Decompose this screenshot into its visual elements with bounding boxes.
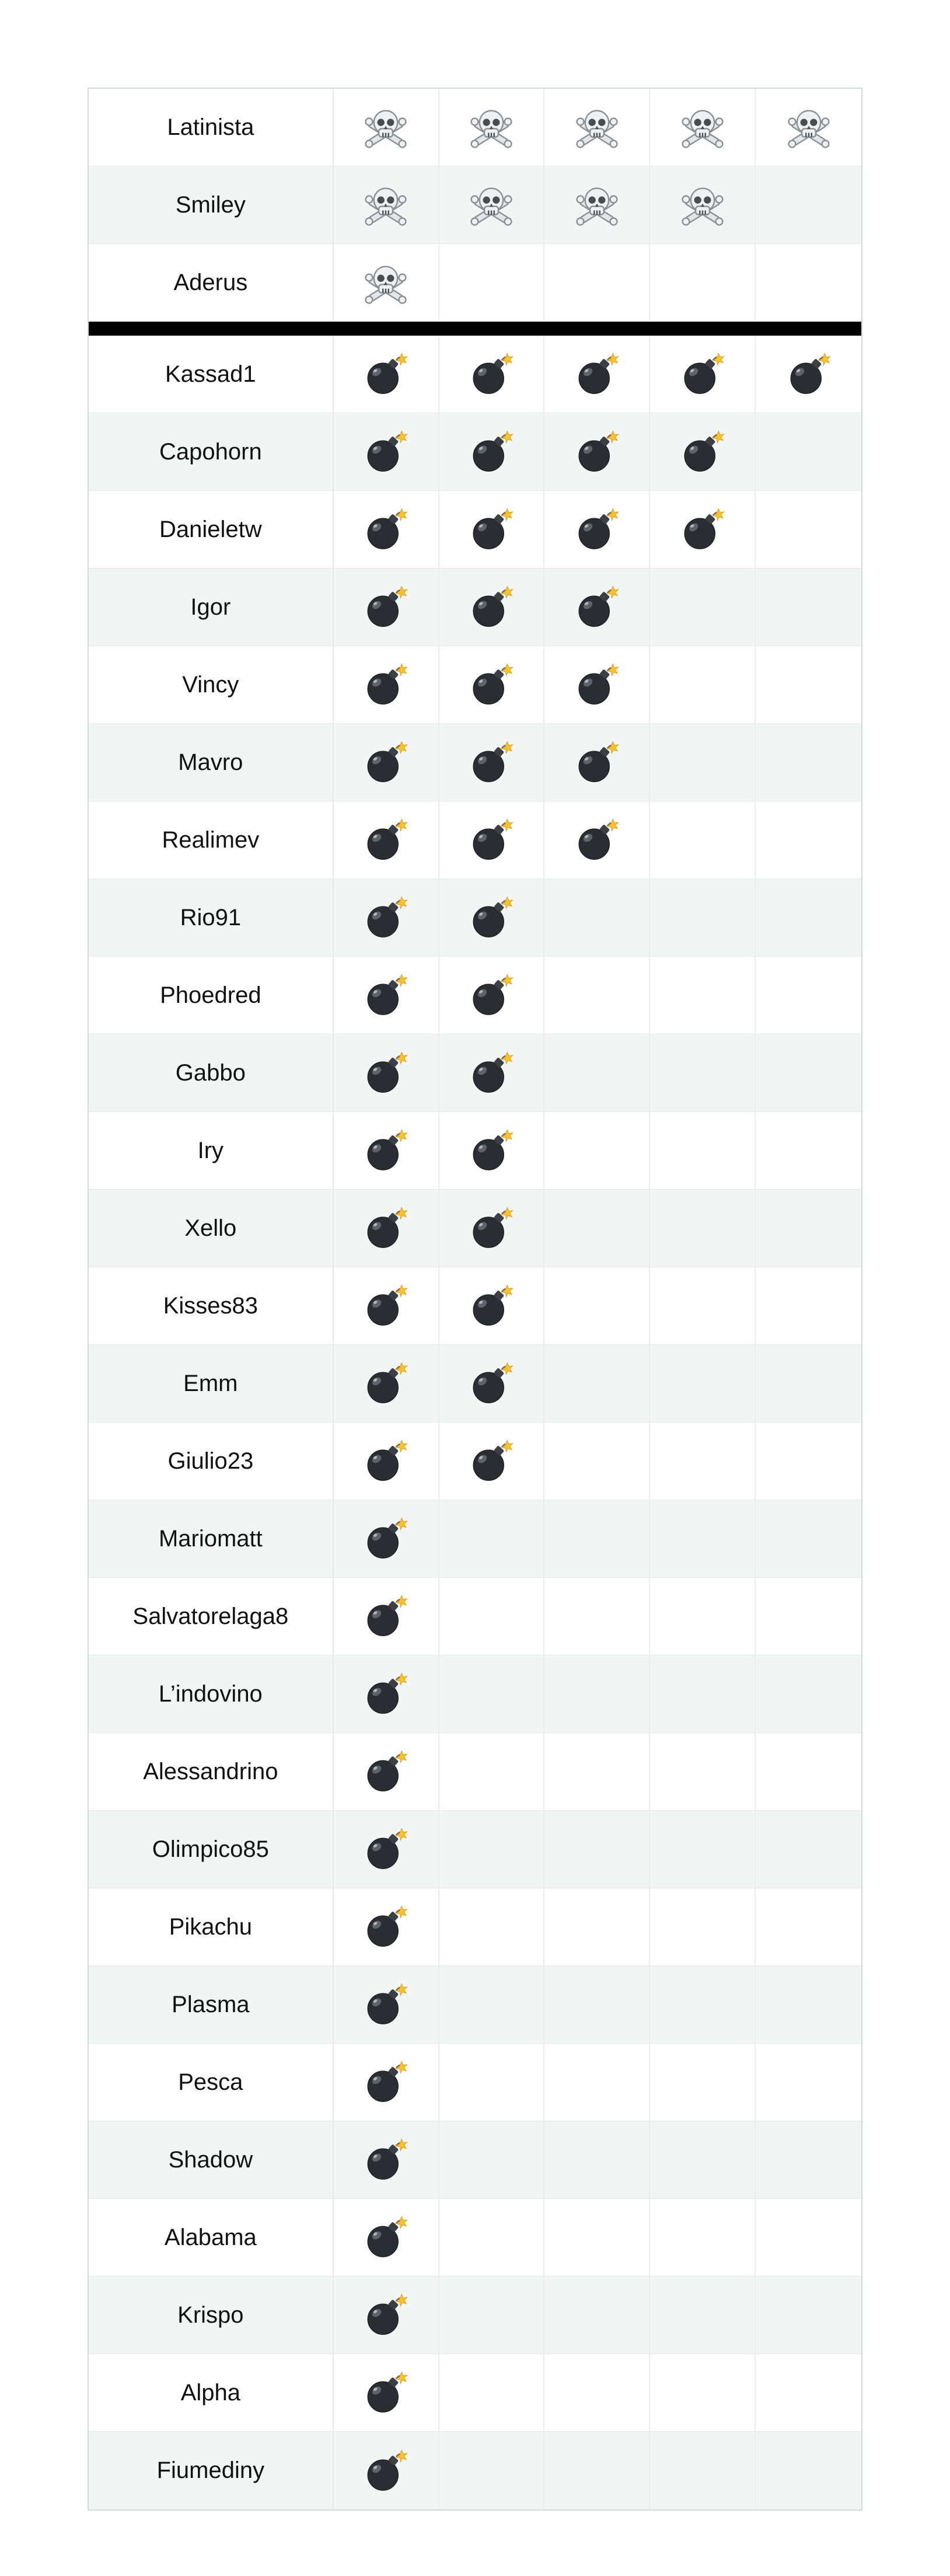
player-name: Pikachu	[89, 1888, 334, 1965]
player-row	[89, 957, 861, 1034]
mark-cell	[756, 413, 861, 490]
skull-crossbones-icon	[575, 183, 619, 227]
mark-cell	[334, 1345, 439, 1422]
player-row	[89, 2199, 861, 2277]
skull-section	[89, 89, 861, 322]
mark-cell	[650, 336, 756, 413]
bomb-icon	[469, 1206, 514, 1250]
bomb-icon	[575, 352, 619, 396]
mark-cell	[544, 1966, 650, 2043]
player-row	[89, 1267, 861, 1345]
mark-cell	[334, 1034, 439, 1111]
bomb-icon	[575, 585, 619, 629]
mark-cell	[756, 2277, 861, 2354]
mark-cell	[334, 2121, 439, 2198]
mark-cell	[650, 724, 756, 801]
bomb-icon	[364, 2449, 408, 2493]
player-row	[89, 1578, 861, 1655]
mark-cell	[439, 801, 545, 879]
mark-cell	[756, 1112, 861, 1189]
mark-cell	[334, 2432, 439, 2509]
mark-cell	[334, 2277, 439, 2354]
mark-cell	[650, 1500, 756, 1577]
bomb-icon	[364, 1672, 408, 1716]
bomb-icon	[469, 1439, 514, 1483]
mark-cell	[650, 2199, 756, 2276]
mark-cell	[544, 336, 650, 413]
mark-cell	[756, 646, 861, 723]
mark-cell	[439, 1423, 545, 1500]
bomb-icon	[364, 430, 408, 474]
mark-cell	[334, 879, 439, 956]
mark-cell	[544, 1888, 650, 1965]
mark-cell	[439, 1578, 545, 1655]
mark-cell	[650, 2354, 756, 2431]
mark-cell	[334, 413, 439, 490]
player-name: Gabbo	[89, 1034, 334, 1111]
skull-crossbones-icon	[364, 105, 408, 149]
bomb-icon	[469, 352, 514, 396]
mark-cell	[756, 1500, 861, 1577]
player-row	[89, 1500, 861, 1578]
player-row	[89, 569, 861, 646]
player-row	[89, 2044, 861, 2121]
player-name: Realimev	[89, 801, 334, 879]
mark-cell	[439, 646, 545, 723]
mark-cell	[756, 491, 861, 568]
player-row	[89, 1190, 861, 1267]
mark-cell	[756, 336, 861, 413]
mark-cell	[439, 2121, 545, 2198]
player-name: Rio91	[89, 879, 334, 956]
bomb-icon	[469, 740, 514, 785]
mark-cell	[334, 2199, 439, 2276]
player-name: Kassad1	[89, 336, 334, 413]
player-name: Danieletw	[89, 491, 334, 568]
bomb-icon	[364, 818, 408, 862]
player-row	[89, 89, 861, 166]
mark-cell	[544, 1578, 650, 1655]
mark-cell	[334, 491, 439, 568]
bomb-icon	[364, 507, 408, 552]
mark-cell	[756, 957, 861, 1034]
mark-cell	[439, 1500, 545, 1577]
mark-cell	[439, 1112, 545, 1189]
mark-cell	[650, 1267, 756, 1344]
mark-cell	[650, 1034, 756, 1111]
bomb-icon	[469, 585, 514, 629]
mark-cell	[334, 1423, 439, 1500]
mark-cell	[650, 1112, 756, 1189]
bomb-icon	[364, 1128, 408, 1173]
mark-cell	[334, 244, 439, 322]
mark-cell	[334, 1733, 439, 1810]
mark-cell	[544, 89, 650, 166]
mark-cell	[439, 2277, 545, 2354]
player-row	[89, 1733, 861, 1811]
bomb-icon	[364, 1439, 408, 1483]
mark-cell	[650, 2432, 756, 2509]
mark-cell	[439, 1966, 545, 2043]
bomb-icon	[364, 895, 408, 940]
mark-cell	[544, 1423, 650, 1500]
mark-cell	[439, 336, 545, 413]
mark-cell	[439, 1034, 545, 1111]
bomb-icon	[364, 585, 408, 629]
mark-cell	[756, 1733, 861, 1810]
player-name: L’indovino	[89, 1655, 334, 1733]
player-row	[89, 1345, 861, 1423]
player-row	[89, 2432, 861, 2509]
mark-cell	[544, 957, 650, 1034]
mark-cell	[650, 2121, 756, 2198]
bomb-icon	[469, 895, 514, 940]
mark-cell	[439, 244, 545, 322]
mark-cell	[544, 491, 650, 568]
player-name: Mariomatt	[89, 1500, 334, 1577]
player-row	[89, 1655, 861, 1733]
bomb-icon	[680, 430, 725, 474]
player-name: Iry	[89, 1112, 334, 1189]
mark-cell	[334, 646, 439, 723]
mark-cell	[544, 244, 650, 322]
mark-cell	[439, 1888, 545, 1965]
player-row	[89, 336, 861, 413]
player-row	[89, 1811, 861, 1888]
bomb-icon	[469, 1361, 514, 1406]
mark-cell	[756, 1811, 861, 1888]
player-name: Xello	[89, 1190, 334, 1267]
mark-cell	[544, 2277, 650, 2354]
mark-cell	[650, 1190, 756, 1267]
mark-cell	[544, 2432, 650, 2509]
player-row	[89, 2277, 861, 2354]
player-row	[89, 491, 861, 569]
mark-cell	[439, 89, 545, 166]
bomb-icon	[364, 1206, 408, 1250]
bomb-icon	[469, 663, 514, 707]
bomb-icon	[364, 2060, 408, 2104]
mark-cell	[334, 957, 439, 1034]
mark-cell	[334, 1500, 439, 1577]
bomb-icon	[469, 1284, 514, 1328]
mark-cell	[544, 879, 650, 956]
mark-cell	[544, 1034, 650, 1111]
mark-cell	[756, 89, 861, 166]
bomb-icon	[469, 1128, 514, 1173]
skull-crossbones-icon	[364, 183, 408, 227]
mark-cell	[544, 413, 650, 490]
player-name: Alpha	[89, 2354, 334, 2431]
mark-cell	[439, 1811, 545, 1888]
mark-cell	[650, 89, 756, 166]
bomb-icon	[575, 740, 619, 785]
mark-cell	[544, 2121, 650, 2198]
player-name: Vincy	[89, 646, 334, 723]
mark-cell	[650, 957, 756, 1034]
bomb-icon	[787, 352, 831, 396]
player-name: Smiley	[89, 166, 334, 243]
bomb-icon	[364, 1361, 408, 1406]
player-name: Salvatorelaga8	[89, 1578, 334, 1655]
mark-cell	[650, 1423, 756, 1500]
mark-cell	[544, 1267, 650, 1344]
skull-crossbones-icon	[680, 105, 725, 149]
player-row	[89, 1423, 861, 1500]
mark-cell	[334, 336, 439, 413]
mark-cell	[756, 724, 861, 801]
mark-cell	[650, 2277, 756, 2354]
mark-cell	[439, 879, 545, 956]
mark-cell	[439, 724, 545, 801]
mark-cell	[334, 569, 439, 646]
bomb-icon	[364, 740, 408, 785]
mark-cell	[334, 1888, 439, 1965]
mark-cell	[756, 244, 861, 322]
player-row	[89, 646, 861, 724]
player-name: Kisses83	[89, 1267, 334, 1344]
section-separator	[89, 322, 861, 336]
mark-cell	[439, 2354, 545, 2431]
bomb-icon	[364, 1749, 408, 1794]
bomb-icon	[575, 663, 619, 707]
mark-cell	[544, 1112, 650, 1189]
mark-cell	[334, 2044, 439, 2121]
bomb-icon	[364, 1517, 408, 1561]
bomb-icon	[364, 1051, 408, 1095]
mark-cell	[439, 166, 545, 243]
mark-cell	[544, 646, 650, 723]
player-row	[89, 1966, 861, 2044]
bomb-icon	[680, 352, 725, 396]
player-row	[89, 1888, 861, 1966]
player-name: Phoedred	[89, 957, 334, 1034]
mark-cell	[756, 801, 861, 879]
mark-cell	[544, 801, 650, 879]
mark-cell	[334, 724, 439, 801]
bomb-icon	[469, 818, 514, 862]
mark-cell	[756, 1888, 861, 1965]
player-name: Krispo	[89, 2277, 334, 2354]
mark-cell	[334, 1578, 439, 1655]
bomb-icon	[364, 663, 408, 707]
player-name: Olimpico85	[89, 1811, 334, 1888]
mark-cell	[544, 569, 650, 646]
mark-cell	[650, 569, 756, 646]
player-row	[89, 879, 861, 957]
mark-cell	[756, 166, 861, 243]
skull-crossbones-icon	[469, 105, 514, 149]
mark-cell	[439, 1733, 545, 1810]
skull-crossbones-icon	[680, 183, 725, 227]
bomb-icon	[364, 1284, 408, 1328]
mark-cell	[756, 1267, 861, 1344]
mark-cell	[544, 2354, 650, 2431]
mark-cell	[650, 1733, 756, 1810]
mark-cell	[650, 1345, 756, 1422]
skull-crossbones-icon	[469, 183, 514, 227]
skull-crossbones-icon	[364, 261, 408, 305]
mark-cell	[756, 2354, 861, 2431]
mark-cell	[544, 1655, 650, 1733]
player-name: Aderus	[89, 244, 334, 322]
mark-cell	[650, 1811, 756, 1888]
bomb-icon	[364, 973, 408, 1017]
mark-cell	[756, 1034, 861, 1111]
mark-cell	[544, 1345, 650, 1422]
mark-cell	[334, 1655, 439, 1733]
player-name: Latinista	[89, 89, 334, 166]
mark-cell	[650, 879, 756, 956]
mark-cell	[334, 801, 439, 879]
player-name: Plasma	[89, 1966, 334, 2043]
bomb-icon	[364, 352, 408, 396]
mark-cell	[756, 1578, 861, 1655]
mark-cell	[544, 1733, 650, 1810]
mark-cell	[650, 1888, 756, 1965]
bomb-icon	[364, 1905, 408, 1949]
player-row	[89, 2354, 861, 2432]
player-name: Pesca	[89, 2044, 334, 2121]
mark-cell	[756, 2044, 861, 2121]
skull-crossbones-icon	[787, 105, 831, 149]
mark-cell	[650, 1655, 756, 1733]
bomb-icon	[364, 1827, 408, 1871]
mark-cell	[439, 1345, 545, 1422]
mark-cell	[756, 1190, 861, 1267]
mark-cell	[756, 1655, 861, 1733]
mark-cell	[650, 2044, 756, 2121]
mark-cell	[334, 1811, 439, 1888]
mark-cell	[334, 1966, 439, 2043]
player-row	[89, 166, 861, 244]
mark-cell	[334, 89, 439, 166]
player-name: Shadow	[89, 2121, 334, 2198]
mark-cell	[544, 2199, 650, 2276]
leaderboard-table	[88, 88, 862, 2511]
mark-cell	[439, 2432, 545, 2509]
player-name: Igor	[89, 569, 334, 646]
player-row	[89, 2121, 861, 2199]
mark-cell	[650, 801, 756, 879]
bomb-icon	[469, 973, 514, 1017]
mark-cell	[439, 491, 545, 568]
mark-cell	[544, 166, 650, 243]
bomb-icon	[680, 507, 725, 552]
mark-cell	[544, 1811, 650, 1888]
bomb-icon	[575, 507, 619, 552]
player-name: Giulio23	[89, 1423, 334, 1500]
mark-cell	[439, 957, 545, 1034]
player-row	[89, 724, 861, 801]
player-row	[89, 1112, 861, 1190]
bomb-icon	[364, 1982, 408, 2027]
mark-cell	[650, 646, 756, 723]
mark-cell	[756, 1966, 861, 2043]
mark-cell	[439, 2199, 545, 2276]
bomb-icon	[469, 1051, 514, 1095]
mark-cell	[439, 2044, 545, 2121]
player-name: Alessandrino	[89, 1733, 334, 1810]
bomb-icon	[469, 507, 514, 552]
mark-cell	[756, 1345, 861, 1422]
player-name: Mavro	[89, 724, 334, 801]
player-row	[89, 1034, 861, 1112]
mark-cell	[439, 413, 545, 490]
mark-cell	[544, 2044, 650, 2121]
player-name: Fiumediny	[89, 2432, 334, 2509]
mark-cell	[439, 1190, 545, 1267]
bomb-icon	[364, 1594, 408, 1639]
mark-cell	[439, 1655, 545, 1733]
player-row	[89, 413, 861, 491]
mark-cell	[756, 2432, 861, 2509]
bomb-icon	[364, 2215, 408, 2260]
bomb-icon	[364, 2138, 408, 2182]
bomb-icon	[469, 430, 514, 474]
mark-cell	[650, 413, 756, 490]
mark-cell	[756, 2199, 861, 2276]
bomb-icon	[364, 2293, 408, 2337]
mark-cell	[334, 1112, 439, 1189]
mark-cell	[439, 1267, 545, 1344]
mark-cell	[439, 569, 545, 646]
player-row	[89, 801, 861, 879]
mark-cell	[650, 1966, 756, 2043]
bomb-icon	[575, 430, 619, 474]
mark-cell	[650, 166, 756, 243]
mark-cell	[756, 569, 861, 646]
mark-cell	[544, 1500, 650, 1577]
mark-cell	[544, 1190, 650, 1267]
player-row	[89, 244, 861, 322]
player-name: Capohorn	[89, 413, 334, 490]
mark-cell	[650, 244, 756, 322]
mark-cell	[334, 1190, 439, 1267]
skull-crossbones-icon	[575, 105, 619, 149]
bomb-icon	[364, 2371, 408, 2415]
mark-cell	[650, 491, 756, 568]
mark-cell	[544, 724, 650, 801]
player-name: Emm	[89, 1345, 334, 1422]
bomb-section	[89, 336, 861, 2509]
mark-cell	[650, 1578, 756, 1655]
mark-cell	[334, 2354, 439, 2431]
player-name: Alabama	[89, 2199, 334, 2276]
mark-cell	[756, 879, 861, 956]
mark-cell	[756, 2121, 861, 2198]
mark-cell	[334, 1267, 439, 1344]
mark-cell	[756, 1423, 861, 1500]
bomb-icon	[575, 818, 619, 862]
mark-cell	[334, 166, 439, 243]
